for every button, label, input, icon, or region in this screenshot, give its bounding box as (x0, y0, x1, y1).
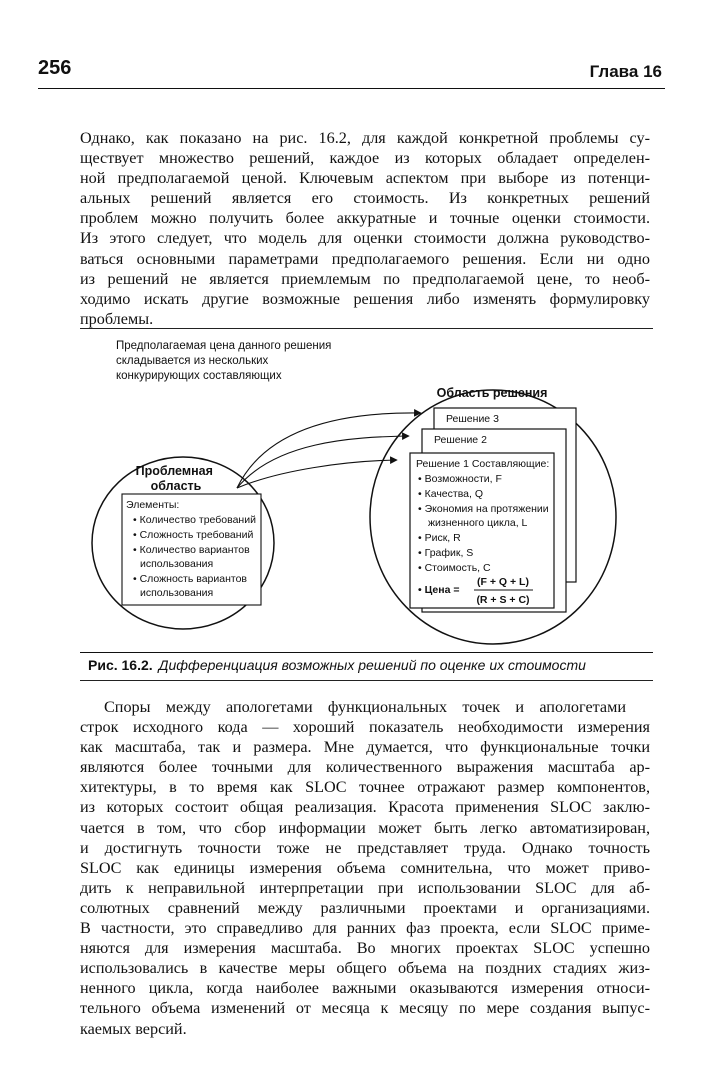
component-item: • Стоимость, C (418, 562, 491, 574)
caption-label: Рис. 16.2. (88, 657, 153, 673)
paragraph-1 (80, 128, 650, 329)
text-line: солютных сравнений между различными проектами и организациями. (80, 898, 650, 917)
text-line: ваться основными параметрами предполагаемого решения. Если ни одно (80, 249, 650, 268)
text-line: и достигнуть точности тоже не представляет труда. Однако точность (80, 838, 650, 857)
text-line: проблемы. (80, 309, 154, 328)
element-item: • Количество вариантов (133, 544, 250, 556)
figure-diagram (80, 330, 653, 650)
component-item: • График, S (418, 547, 474, 559)
element-item: • Количество требований (133, 514, 256, 526)
elements-list (126, 499, 259, 599)
price-numerator: (F + Q + L) (477, 576, 529, 588)
figure-bottom-rule (80, 680, 653, 681)
arrow-to-solution-3 (237, 413, 421, 488)
text-line: использовались в качестве меры общего объема на поздних стадиях жиз- (80, 959, 650, 978)
component-item: жизненного цикла, L (428, 517, 527, 529)
paragraph-2 (80, 697, 650, 1039)
figure-note (116, 340, 335, 382)
component-item: • Риск, R (418, 532, 461, 544)
component-item: • Экономия на протяжении (418, 503, 549, 515)
text-line: ненного цикла, когда наиболее важными оказываются измерения относи- (80, 979, 650, 998)
solution-area-title: Область решения (436, 386, 548, 400)
element-item: использования (140, 587, 214, 599)
text-line: ходимо искать другие возможные решения либо изменять формулировку (80, 289, 650, 308)
problem-area-title (136, 464, 217, 493)
text-line: как масштаба, так и размера. Мне думается, что функциональные точки (80, 738, 650, 757)
solution-3-label: Решение 3 (446, 413, 499, 425)
elements-heading: Элементы: (126, 499, 180, 511)
text-line: Из этого следует, что модель для оценки стоимости должна руководство- (80, 229, 650, 248)
element-item: использования (140, 558, 214, 570)
text-line: няются для измерения масштаба. Во многих проектах SLOC успешно (80, 939, 650, 958)
problem-title-line: область (150, 479, 202, 493)
text-line: В частности, это справедливо для ранних фаз проекта, если SLOC приме- (80, 919, 650, 938)
text-line: каемых версий. (80, 1019, 187, 1038)
header-rule (38, 88, 665, 89)
text-line: Однако, как показано на рис. 16.2, для каждой конкретной проблемы су- (80, 129, 650, 147)
text-line: из решений не является приемлемым по предполагаемой цене, то необ- (80, 269, 650, 288)
text-line: чается в том, что сбор информации может быть легко автоматизирован, (80, 818, 650, 837)
problem-title-line: Проблемная (135, 464, 213, 478)
component-item: • Возможности, F (418, 473, 502, 485)
figure-top-rule (80, 328, 653, 329)
price-denominator: (R + S + C) (476, 594, 530, 606)
page-number: 256 (38, 57, 72, 79)
text-line: являются более точными для количественного выражения масштаба ар- (80, 758, 650, 777)
text-line: тельного объема изменений от месяца к месяцу по мере создания выпус- (80, 999, 650, 1018)
chapter-title: Глава 16 (589, 62, 662, 81)
note-line: конкурирующих составляющих (116, 370, 282, 382)
arrow-to-solution-1 (237, 460, 397, 488)
text-line: из которых состоит общая реализация. Красота применения SLOC заклю- (80, 798, 650, 817)
figure-caption (88, 657, 586, 673)
caption-rule (80, 652, 653, 653)
solution-1-heading: Решение 1 Составляющие: (416, 458, 550, 470)
solution-2-label: Решение 2 (434, 434, 487, 446)
text-line: ной предполагаемой ценой. Ключевым аспектом при выборе из потенци- (80, 169, 650, 188)
text-line: строк исходного кода — хороший показатель необходимости измерения (80, 718, 650, 737)
element-item: • Сложность требований (133, 529, 254, 541)
element-item: • Сложность вариантов (133, 573, 248, 585)
text-line: Споры между апологетами функциональных точек и апологетами (104, 698, 626, 716)
text-line: ществует множество решений, каждое из которых обладает определен- (80, 149, 650, 168)
text-line: SLOC как единицы измерения объема сомнительна, что может приво- (80, 858, 650, 877)
component-item: • Качества, Q (418, 488, 483, 500)
note-line: складывается из нескольких (116, 355, 269, 367)
price-label: • Цена = (418, 584, 460, 596)
arrow-to-solution-2 (237, 436, 409, 488)
text-line: альных решений является его стоимость. Из конкретных решений (80, 189, 650, 208)
caption-text: Дифференциация возможных решений по оценке их стоимости (158, 657, 586, 673)
text-line: хитектуры, в то время как SLOC точнее отражают размер компонентов, (80, 778, 650, 797)
text-line: проблем можно получить более аккуратные и точные оценки стоимости. (80, 209, 650, 228)
note-line: Предполагаемая цена данного решения (116, 340, 332, 352)
text-line: дить к неправильной интерпретации при использовании SLOC для аб- (80, 878, 650, 897)
